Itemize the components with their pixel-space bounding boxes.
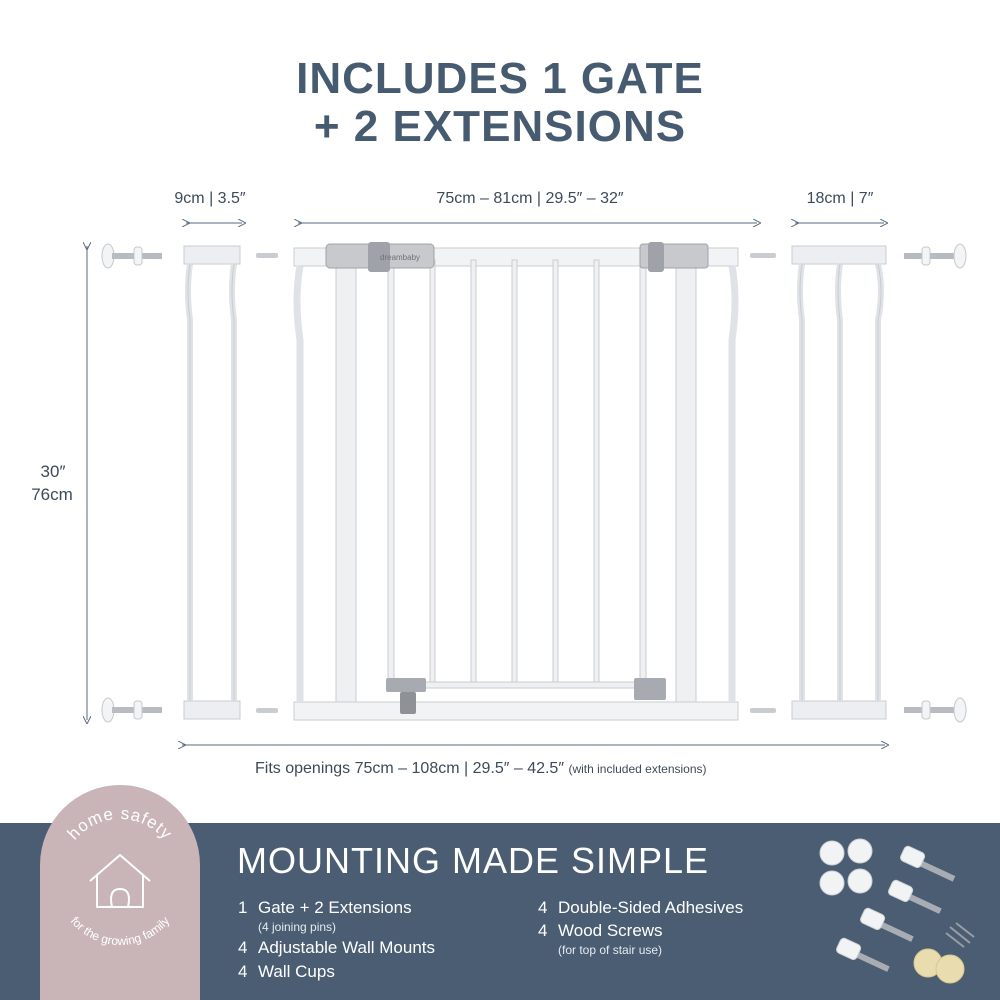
wall-mount-bottom-left: [102, 698, 162, 722]
item-wood-screws-note: (for top of stair use): [558, 943, 663, 957]
wood-screw-icons: [946, 923, 974, 947]
fits-openings-note: (with included extensions): [568, 762, 707, 776]
hardware-pieces: [810, 835, 990, 995]
badge-bottom-text: for the growing family: [67, 913, 173, 949]
joining-pin: [256, 253, 278, 258]
gate-width-dimension: 75cm – 81cm | 29.5″ – 32″: [436, 190, 624, 207]
gate-illustration: [0, 200, 1000, 760]
title-line-1: INCLUDES 1 GATE: [296, 54, 704, 103]
gate-hinge-knob: [648, 242, 664, 272]
wall-mount-top-left: [102, 244, 162, 268]
fits-openings-text: Fits openings 75cm – 108cm | 29.5″ – 42.5″: [255, 760, 564, 777]
right-extension: [792, 246, 886, 719]
item-wall-cups: 4 Wall Cups: [238, 962, 335, 981]
house-icon: [90, 855, 150, 907]
item-gate-extensions: 1 Gate + 2 Extensions: [238, 898, 412, 917]
title-line-2: + 2 EXTENSIONS: [313, 102, 687, 151]
badge-graphic: [40, 785, 200, 1000]
left-extension-dimension: 9cm | 3.5″: [174, 190, 246, 207]
badge-top-text: home safety: [63, 803, 177, 844]
gate-door: [388, 256, 646, 688]
fits-openings-label: [255, 760, 815, 778]
joining-pin: [750, 253, 776, 258]
wall-cup-icons: [820, 839, 872, 895]
gate-hinge-bottom-left: [386, 678, 426, 692]
gate-hinge-bottom-pivot: [400, 692, 416, 714]
wall-mount-top-right: [904, 244, 966, 268]
gate-hinge-bottom-right: [634, 678, 666, 700]
right-extension-dimension: 18cm | 7″: [806, 190, 874, 207]
left-extension: [184, 246, 240, 719]
height-inches: 30″: [40, 462, 66, 481]
mounting-title: MOUNTING MADE SIMPLE: [237, 840, 710, 881]
wall-mount-bottom-right: [904, 698, 966, 722]
joining-pin: [750, 708, 776, 713]
item-wall-mounts: 4 Adjustable Wall Mounts: [238, 938, 436, 957]
joining-pin: [256, 708, 278, 713]
adhesive-pad-icons: [914, 949, 964, 983]
item-wood-screws: 4 Wood Screws: [538, 921, 663, 940]
brand-logo: dreambaby: [380, 253, 421, 262]
item-gate-extensions-note: (4 joining pins): [258, 920, 337, 934]
height-cm: 76cm: [31, 485, 73, 504]
item-adhesives: 4 Double-Sided Adhesives: [538, 898, 744, 917]
